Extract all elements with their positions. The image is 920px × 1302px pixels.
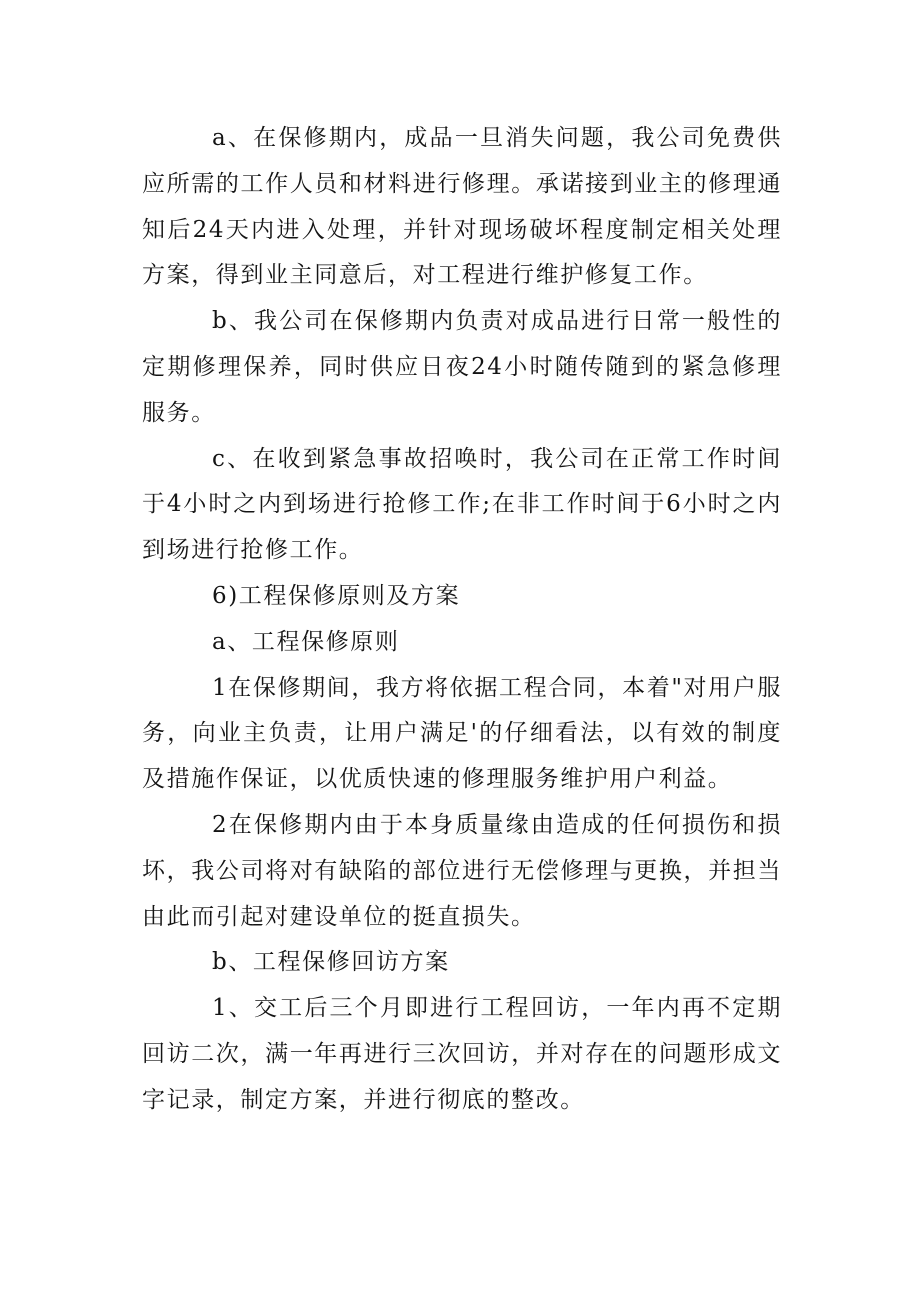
paragraph-warranty-a: a、在保修期内，成品一旦消失问题，我公司免费供应所需的工作人员和材料进行修理。承诺接到业主的修理通知后24天内进入处理，并针对现场破坏程度制定相关处理方案，得到业主同意后，对工程进行维护修复工作。 (142, 125, 782, 289)
paragraph-warranty-b: b、我公司在保修期内负责对成品进行日常一般性的定期修理保养，同时供应日夜24小时随传随到的紧急修理服务。 (142, 308, 782, 426)
document-body (142, 116, 782, 1124)
section-heading-6: 6)工程保修原则及方案 (212, 582, 461, 609)
subheading-principles: a、工程保修原则 (212, 628, 400, 655)
subheading-revisit-plan: b、工程保修回访方案 (212, 949, 450, 976)
paragraph-revisit-1: 1、交工后三个月即进行工程回访，一年内再不定期回访二次，满一年再进行三次回访，并对存在的问题形成文字记录，制定方案，并进行彻底的整改。 (142, 995, 782, 1113)
paragraph-warranty-c: c、在收到紧急事故招唤时，我公司在正常工作时间于4小时之内到场进行抢修工作;在非工作时间于6小时之内到场进行抢修工作。 (142, 445, 782, 564)
paragraph-principle-2: 2在保修期内由于本身质量缘由造成的任何损伤和损坏，我公司将对有缺陷的部位进行无偿修理与更换，并担当由此而引起对建设单位的挺直损失。 (142, 811, 782, 930)
paragraph-principle-1: 1在保修期间，我方将依据工程合同，本着"对用户服务，向业主负责，让用户满足'的仔细看法，以有效的制度及措施作保证，以优质快速的修理服务维护用户利益。 (142, 674, 782, 793)
